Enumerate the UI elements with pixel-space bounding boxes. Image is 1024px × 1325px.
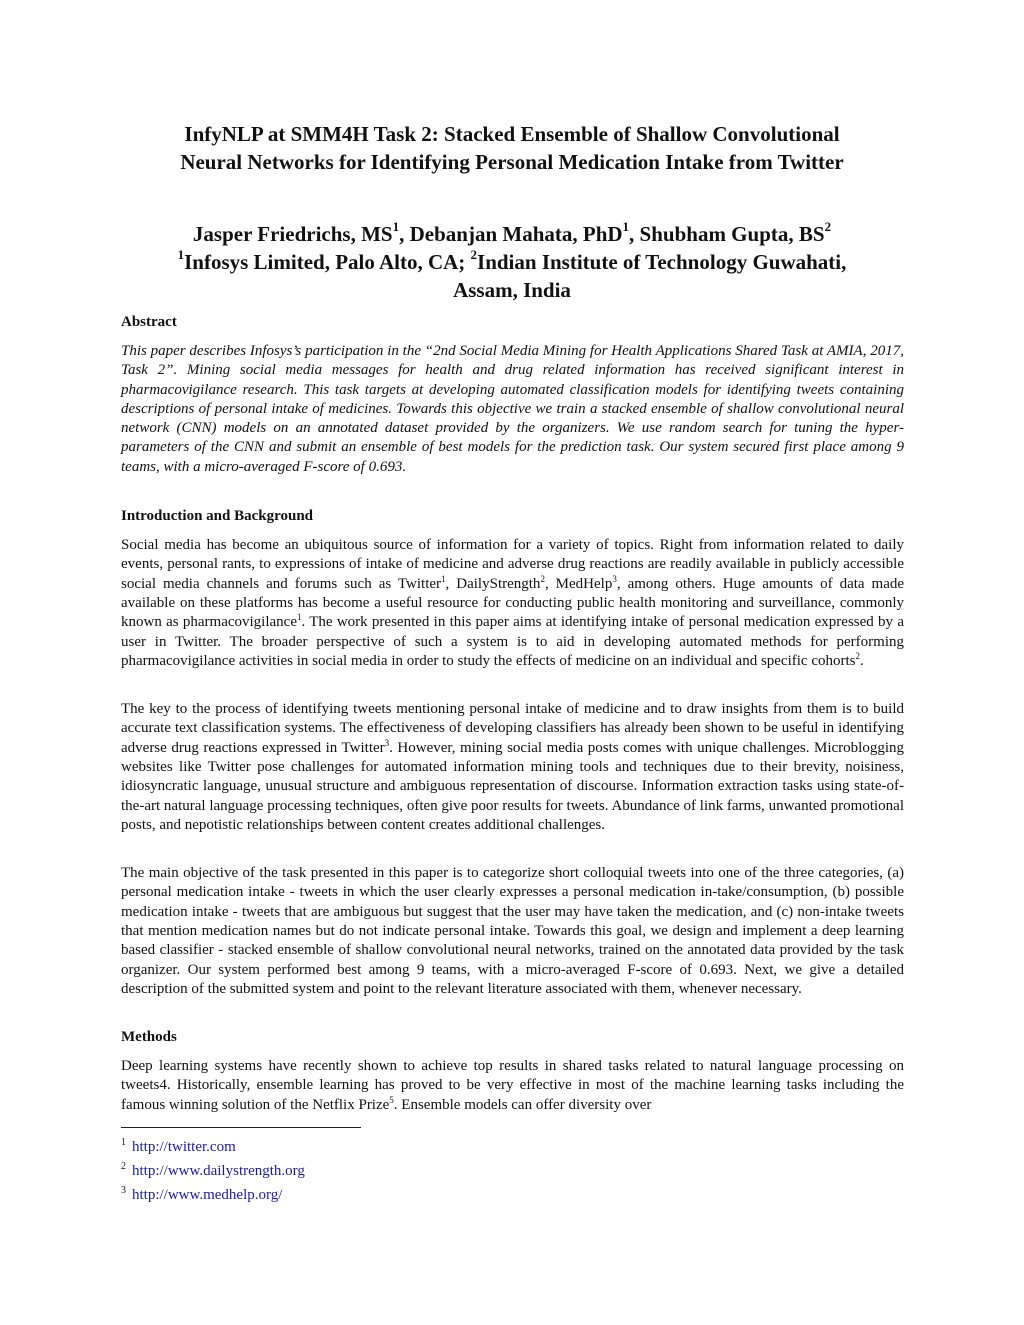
footnote: [121, 1161, 305, 1181]
intro-paragraph-1: [121, 536, 904, 671]
author-separator: ,: [399, 222, 410, 246]
text-run: . Ensemble models can offer diversity over: [393, 1096, 652, 1113]
affiliation-marker: 2: [824, 219, 832, 234]
footnote-divider: [121, 1127, 361, 1128]
text-run: The key to the process of identifying tweets mentioning personal intake of medicine and to draw insights from them is to build accurate text classification systems. The effectiveness of developing classifiers has already been shown to be useful in identifying adverse drug reactions expressed in Twitter: [121, 701, 904, 756]
affiliation-marker: 1: [392, 219, 400, 234]
text-run: , among others. Huge amounts of data made available on these platforms has become a useful resource for conducting public health monitoring and surveillance, commonly known as pharmacovigilance: [121, 575, 905, 631]
text-run: Social media has become an ubiquitous source of information for a variety of topics. Right from information related to daily events, personal rants, to expressions of intake of medicine and adverse drug reactions are readily available in publicly accessible social media channels and forums such as Twitter: [121, 537, 904, 592]
footnote-link[interactable]: http://www.dailystrength.org: [132, 1163, 305, 1179]
author-separator: ,: [629, 222, 640, 246]
footnote-ref: 3: [612, 573, 617, 584]
affiliation-marker: 2: [470, 247, 478, 262]
methods-heading: Methods: [121, 1029, 177, 1045]
abstract-text: This paper describes Infosys’s participation in the “2nd Social Media Mining for Health Applications Shared Task at AMIA, 2017, Task 2”. Mining social media messages for health and drug related information has received significant interest in pharmacovigilance research. This task targets at developing automated classification models for identifying tweets containing descriptions of personal intake of medicines. Towards this objective we train a stacked ensemble of shallow convolutional neural network (CNN) models on an annotated dataset provided by the organizers. We use random search for tuning the hyper-parameters of the CNN and submit an ensemble of best models for the prediction task. Our system secured first place among 9 teams, with a micro-averaged F-score of 0.693.: [121, 343, 904, 475]
intro-heading: Introduction and Background: [121, 508, 314, 524]
affiliation: Indian Institute of Technology Guwahati,: [477, 250, 847, 274]
footnote-number: 2: [121, 1161, 126, 1172]
footnote-ref: 1: [441, 573, 446, 584]
footnote-ref: 3: [384, 737, 390, 748]
footnote-link[interactable]: http://www.medhelp.org/: [132, 1187, 283, 1203]
author-name: Jasper Friedrichs, MS: [192, 222, 393, 246]
text-run: .: [860, 653, 864, 670]
title-line-2: Neural Networks for Identifying Personal Medication Intake from Twitter: [180, 150, 844, 174]
author-block: [100, 220, 924, 304]
intro-paragraph-3: The main objective of the task presented in this paper is to categorize short colloquial tweets into one of the three categories, (a) personal medication intake - tweets in which the user clearly expresses a personal medication in-take/consumption, (b) possible medication intake - tweets that are ambiguous but suggest that the user may have taken the medication, and (c) non-intake tweets that mention medication names but do not indicate personal intake. Towards this goal, we design and implement a deep learning based classifier - stacked ensemble of shallow convolutional neural networks, trained on the annotated data provided by the task organizer. Our system performed best among 9 teams, with a micro-averaged F-score of 0.693. Next, we give a detailed description of the submitted system and point to the relevant literature associated with them, whenever necessary.: [121, 865, 904, 998]
footnote-ref: 1: [296, 612, 302, 623]
footnote-link[interactable]: http://twitter.com: [132, 1139, 236, 1155]
methods-paragraph-1: [121, 1057, 904, 1115]
affiliation: Infosys Limited, Palo Alto, CA;: [184, 250, 471, 274]
affiliation-marker: 1: [622, 219, 630, 234]
footnote-ref: 2: [540, 573, 545, 584]
footnote-ref: 2: [855, 651, 860, 662]
intro-paragraph-2: [121, 700, 904, 835]
text-run: Deep learning systems have recently shown to achieve top results in shared tasks related to natural language processing on tweets4. Historically, ensemble learning has proved to be very effective in most of the machine learning tasks including the famous winning solution of the Netflix Prize: [121, 1058, 904, 1113]
footnote: [121, 1137, 236, 1157]
abstract-heading: Abstract: [121, 314, 177, 330]
text-run: , DailyStrength: [445, 575, 541, 592]
footnote-number: 1: [121, 1137, 126, 1148]
title-line-1: InfyNLP at SMM4H Task 2: Stacked Ensemble of Shallow Convolutional: [184, 122, 840, 146]
text-run: . The work presented in this paper aims at identifying intake of personal medication expressed by a user in Twitter. The broader perspective of such a system is to aid in developing automated methods for performing pharmacovigilance activities in social media in order to study the effects of medicine on an individual and specific cohorts: [121, 614, 904, 670]
text-run: . However, mining social media posts comes with unique challenges. Microblogging websites like Twitter pose challenges for automated information mining tools and techniques due to their brevity, noisiness, idiosyncratic language, unusual structure and ambiguous representation of discourse. Information extraction tasks using state-of-the-art natural language processing techniques, often give poor results for tweets. Abundance of link farms, unwanted promotional posts, and nepotistic relationships between content creates additional challenges.: [121, 739, 904, 834]
affiliation-marker: 1: [177, 247, 185, 262]
footnote: [121, 1185, 282, 1205]
author-name: Debanjan Mahata, PhD: [409, 222, 623, 246]
text-run: , MedHelp: [544, 575, 613, 592]
footnote-ref: 5: [389, 1094, 394, 1105]
paper-title: [100, 120, 924, 176]
footnote-number: 3: [121, 1185, 126, 1196]
affiliation: Assam, India: [453, 278, 571, 302]
author-name: Shubham Gupta, BS: [639, 222, 825, 246]
